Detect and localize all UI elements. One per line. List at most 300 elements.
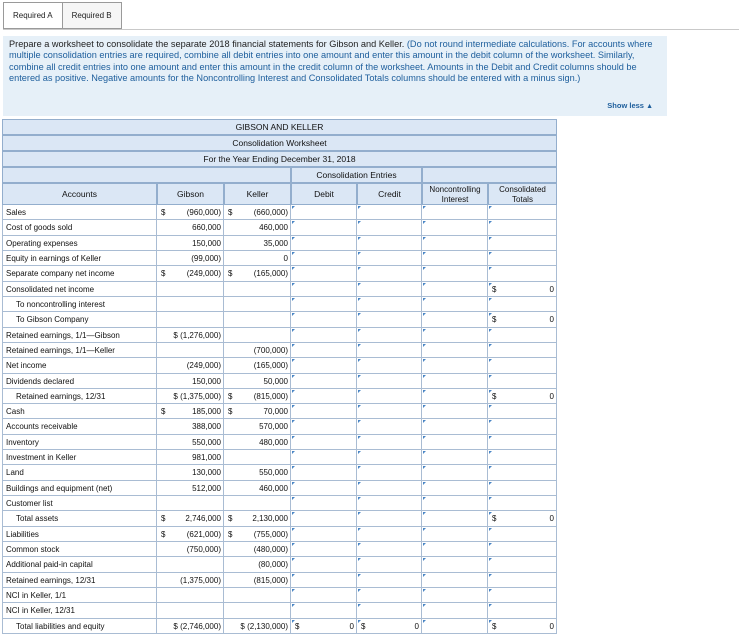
consolidated-input[interactable] xyxy=(488,481,557,496)
keller-value xyxy=(224,251,291,266)
cell-value: (755,000) xyxy=(253,529,288,539)
consolidated-input[interactable] xyxy=(488,266,557,281)
table-row xyxy=(2,419,557,434)
account-label: To Gibson Company xyxy=(2,312,157,327)
consolidation-entries-row xyxy=(2,167,557,183)
table-row xyxy=(2,220,557,235)
consolidated-input[interactable] xyxy=(488,588,557,603)
account-label: Inventory xyxy=(2,435,157,450)
nci-input[interactable] xyxy=(422,205,488,220)
consolidation-worksheet xyxy=(2,119,557,634)
dollar-sign: $ xyxy=(228,208,233,217)
debit-input[interactable] xyxy=(291,404,357,419)
cell-value: 0 xyxy=(549,621,554,631)
credit-input[interactable] xyxy=(357,312,422,327)
table-row xyxy=(2,251,557,266)
consolidated-input[interactable] xyxy=(488,358,557,373)
debit-input[interactable] xyxy=(291,465,357,480)
table-row xyxy=(2,527,557,542)
consolidated-input[interactable] xyxy=(488,603,557,618)
debit-input[interactable] xyxy=(291,511,357,526)
cell-value: 0 xyxy=(549,514,554,524)
dollar-sign: $ xyxy=(492,284,497,294)
consolidated-input[interactable] xyxy=(488,312,557,327)
cell-value: 130,000 xyxy=(192,468,221,478)
debit-input[interactable] xyxy=(291,343,357,358)
table-row xyxy=(2,343,557,358)
account-label: Cost of goods sold xyxy=(2,220,157,235)
keller-value xyxy=(224,358,291,373)
credit-input[interactable] xyxy=(357,328,422,343)
keller-value xyxy=(224,343,291,358)
gibson-value xyxy=(157,251,224,266)
dollar-sign: $ xyxy=(295,621,300,631)
cell-value: 150,000 xyxy=(192,376,221,386)
keller-value xyxy=(224,573,291,588)
cell-value: 480,000 xyxy=(259,437,288,447)
credit-input[interactable] xyxy=(357,358,422,373)
debit-input[interactable] xyxy=(291,573,357,588)
consolidated-input[interactable] xyxy=(488,328,557,343)
account-label: Operating expenses xyxy=(2,236,157,251)
show-less-link[interactable] xyxy=(607,101,653,110)
cell-value: (165,000) xyxy=(253,361,288,371)
keller-value xyxy=(224,266,291,281)
cell-value: 185,000 xyxy=(192,407,221,417)
show-less-label: Show less xyxy=(607,101,644,110)
account-label: Retained earnings, 12/31 xyxy=(2,389,157,404)
keller-value xyxy=(224,312,291,327)
gibson-value xyxy=(157,481,224,496)
debit-input[interactable] xyxy=(291,251,357,266)
cell-value: 0 xyxy=(283,253,288,263)
account-label: Accounts receivable xyxy=(2,419,157,434)
gibson-value xyxy=(157,358,224,373)
consolidated-input[interactable] xyxy=(488,542,557,557)
credit-input[interactable] xyxy=(357,557,422,572)
credit-input[interactable] xyxy=(357,496,422,511)
tab-bar xyxy=(3,2,121,29)
debit-input[interactable] xyxy=(291,374,357,389)
worksheet-title: Consolidation Worksheet xyxy=(2,135,557,151)
table-row xyxy=(2,236,557,251)
credit-input[interactable] xyxy=(357,205,422,220)
keller-value xyxy=(224,496,291,511)
keller-value xyxy=(224,282,291,297)
instructions-main: Prepare a worksheet to consolidate the separate 2018 financial statements for Gibson and Keller. xyxy=(9,39,405,49)
cell-value: 388,000 xyxy=(192,422,221,432)
debit-input[interactable] xyxy=(291,236,357,251)
dollar-sign: $ xyxy=(228,391,233,401)
credit-input[interactable] xyxy=(357,511,422,526)
nci-input[interactable] xyxy=(422,619,488,634)
consolidated-input[interactable] xyxy=(488,435,557,450)
dollar-sign: $ xyxy=(228,529,233,539)
consolidated-input[interactable] xyxy=(488,511,557,526)
credit-input[interactable] xyxy=(357,542,422,557)
gibson-value xyxy=(157,419,224,434)
nci-input[interactable] xyxy=(422,557,488,572)
nci-input[interactable] xyxy=(422,527,488,542)
keller-value xyxy=(224,465,291,480)
keller-value xyxy=(224,297,291,312)
table-row xyxy=(2,282,557,297)
debit-input[interactable] xyxy=(291,282,357,297)
cell-value: (99,000) xyxy=(191,253,221,263)
col-consolidated: Consolidated Totals xyxy=(488,183,557,205)
keller-value xyxy=(224,542,291,557)
worksheet-company: GIBSON AND KELLER xyxy=(2,119,557,135)
keller-value xyxy=(224,450,291,465)
nci-input[interactable] xyxy=(422,358,488,373)
credit-input[interactable] xyxy=(357,389,422,404)
col-nci: Noncontrolling Interest xyxy=(422,183,488,205)
table-row xyxy=(2,603,557,618)
cell-value: 50,000 xyxy=(263,376,288,386)
gibson-value xyxy=(157,297,224,312)
cell-value: $ (2,130,000) xyxy=(240,621,288,631)
account-label: Land xyxy=(2,465,157,480)
keller-value xyxy=(224,557,291,572)
debit-input[interactable] xyxy=(291,419,357,434)
dollar-sign: $ xyxy=(228,514,233,524)
consolidated-input[interactable] xyxy=(488,419,557,434)
gibson-value xyxy=(157,588,224,603)
keller-value xyxy=(224,603,291,618)
dollar-sign: $ xyxy=(492,621,497,631)
nci-input[interactable] xyxy=(422,481,488,496)
account-label: Total assets xyxy=(2,511,157,526)
tab-divider xyxy=(3,29,739,30)
account-label: Retained earnings, 12/31 xyxy=(2,573,157,588)
instructions-hint: (Do not round intermediate calculations. For accounts where multiple consolidation entries are required, combine all debit entries into one amount and enter this amount in the debit column of the worksheet. Similarly, combine all credit entries into one amount and enter this amount in the credit column of the worksheet. Amounts in the Debit and Credit columns should be entered as positive. Negative amounts for the Noncontrolling Interest and Consolidated Totals columns should be entered with a minus sign.) xyxy=(9,39,653,83)
consolidated-input[interactable] xyxy=(488,450,557,465)
dollar-sign: $ xyxy=(161,407,166,417)
consolidated-input[interactable] xyxy=(488,496,557,511)
gibson-value xyxy=(157,496,224,511)
table-row xyxy=(2,496,557,511)
nci-input[interactable] xyxy=(422,496,488,511)
keller-value xyxy=(224,588,291,603)
credit-input[interactable] xyxy=(357,236,422,251)
cell-value: 460,000 xyxy=(259,483,288,493)
account-label: To noncontrolling interest xyxy=(2,297,157,312)
nci-input[interactable] xyxy=(422,588,488,603)
cell-value: $ (1,276,000) xyxy=(173,330,221,340)
consolidated-input[interactable] xyxy=(488,343,557,358)
credit-input[interactable] xyxy=(357,481,422,496)
nci-input[interactable] xyxy=(422,389,488,404)
table-row xyxy=(2,404,557,419)
table-row xyxy=(2,205,557,220)
cell-value: (1,375,000) xyxy=(180,575,221,585)
cell-value: 981,000 xyxy=(192,453,221,463)
debit-input[interactable] xyxy=(291,450,357,465)
consolidated-input[interactable] xyxy=(488,619,557,634)
debit-input[interactable] xyxy=(291,297,357,312)
gibson-value xyxy=(157,573,224,588)
debit-input[interactable] xyxy=(291,481,357,496)
dollar-sign: $ xyxy=(228,269,233,279)
consolidated-input[interactable] xyxy=(488,557,557,572)
credit-input[interactable] xyxy=(357,419,422,434)
consolidated-input[interactable] xyxy=(488,465,557,480)
gibson-value xyxy=(157,603,224,618)
account-label: NCI in Keller, 12/31 xyxy=(2,603,157,618)
nci-input[interactable] xyxy=(422,266,488,281)
account-label: Retained earnings, 1/1—Keller xyxy=(2,343,157,358)
credit-input[interactable] xyxy=(357,450,422,465)
gibson-value xyxy=(157,282,224,297)
gibson-value xyxy=(157,619,224,634)
table-row xyxy=(2,481,557,496)
gibson-value xyxy=(157,557,224,572)
col-debit: Debit xyxy=(291,183,357,205)
cell-value: (815,000) xyxy=(253,391,288,401)
credit-input[interactable] xyxy=(357,404,422,419)
cell-value: (165,000) xyxy=(253,269,288,279)
gibson-value xyxy=(157,266,224,281)
consolidated-input[interactable] xyxy=(488,404,557,419)
consolidated-input[interactable] xyxy=(488,389,557,404)
dollar-sign: $ xyxy=(492,391,497,401)
table-row xyxy=(2,619,557,634)
nci-input[interactable] xyxy=(422,328,488,343)
nci-input[interactable] xyxy=(422,435,488,450)
cell-value: (249,000) xyxy=(186,361,221,371)
col-credit: Credit xyxy=(357,183,422,205)
gibson-value xyxy=(157,205,224,220)
account-label: Buildings and equipment (net) xyxy=(2,481,157,496)
gibson-value xyxy=(157,343,224,358)
credit-input[interactable] xyxy=(357,603,422,618)
keller-value xyxy=(224,389,291,404)
cell-value: 660,000 xyxy=(192,223,221,233)
consolidated-input[interactable] xyxy=(488,251,557,266)
debit-input[interactable] xyxy=(291,328,357,343)
nci-input[interactable] xyxy=(422,511,488,526)
keller-value xyxy=(224,481,291,496)
gibson-value xyxy=(157,465,224,480)
consolidated-input[interactable] xyxy=(488,220,557,235)
consolidated-input[interactable] xyxy=(488,236,557,251)
table-row xyxy=(2,389,557,404)
nci-input[interactable] xyxy=(422,603,488,618)
debit-input[interactable] xyxy=(291,358,357,373)
credit-input[interactable] xyxy=(357,374,422,389)
cell-value: $ (2,746,000) xyxy=(173,621,221,631)
header-blank-right xyxy=(422,167,557,183)
credit-input[interactable] xyxy=(357,573,422,588)
nci-input[interactable] xyxy=(422,312,488,327)
credit-input[interactable] xyxy=(357,297,422,312)
debit-input[interactable] xyxy=(291,266,357,281)
keller-value xyxy=(224,205,291,220)
debit-input[interactable] xyxy=(291,496,357,511)
credit-input[interactable] xyxy=(357,266,422,281)
cell-value: (660,000) xyxy=(253,208,288,217)
nci-input[interactable] xyxy=(422,374,488,389)
debit-input[interactable] xyxy=(291,435,357,450)
nci-input[interactable] xyxy=(422,404,488,419)
account-label: Additional paid-in capital xyxy=(2,557,157,572)
keller-value xyxy=(224,236,291,251)
account-label: Net income xyxy=(2,358,157,373)
table-row xyxy=(2,557,557,572)
keller-value xyxy=(224,220,291,235)
dollar-sign: $ xyxy=(228,407,233,417)
gibson-value xyxy=(157,435,224,450)
account-label: Equity in earnings of Keller xyxy=(2,251,157,266)
cell-value: (249,000) xyxy=(186,269,221,279)
account-label: Separate company net income xyxy=(2,266,157,281)
nci-input[interactable] xyxy=(422,343,488,358)
debit-input[interactable] xyxy=(291,220,357,235)
nci-input[interactable] xyxy=(422,419,488,434)
account-label: Retained earnings, 1/1—Gibson xyxy=(2,328,157,343)
consolidated-input[interactable] xyxy=(488,297,557,312)
dollar-sign: $ xyxy=(492,315,497,325)
cell-value: (480,000) xyxy=(253,545,288,555)
account-label: Consolidated net income xyxy=(2,282,157,297)
tab-required-b[interactable]: Required B xyxy=(62,2,122,29)
debit-input[interactable] xyxy=(291,557,357,572)
col-accounts: Accounts xyxy=(2,183,157,205)
gibson-value xyxy=(157,236,224,251)
table-row xyxy=(2,374,557,389)
account-label: NCI in Keller, 1/1 xyxy=(2,588,157,603)
consolidated-input[interactable] xyxy=(488,374,557,389)
keller-value xyxy=(224,374,291,389)
account-label: Total liabilities and equity xyxy=(2,619,157,634)
nci-input[interactable] xyxy=(422,542,488,557)
caret-up-icon: ▲ xyxy=(646,103,653,110)
nci-input[interactable] xyxy=(422,573,488,588)
gibson-value xyxy=(157,220,224,235)
consolidated-input[interactable] xyxy=(488,573,557,588)
consolidated-input[interactable] xyxy=(488,205,557,220)
credit-input[interactable] xyxy=(357,435,422,450)
debit-input[interactable] xyxy=(291,527,357,542)
table-row xyxy=(2,542,557,557)
table-row xyxy=(2,312,557,327)
table-row xyxy=(2,465,557,480)
cell-value: 0 xyxy=(414,621,419,631)
dollar-sign: $ xyxy=(492,514,497,524)
cell-value: (815,000) xyxy=(253,575,288,585)
cell-value: 0 xyxy=(549,315,554,325)
cell-value: (621,000) xyxy=(186,529,221,539)
nci-input[interactable] xyxy=(422,282,488,297)
account-label: Liabilities xyxy=(2,527,157,542)
column-header-row xyxy=(2,183,557,205)
debit-input[interactable] xyxy=(291,603,357,618)
cell-value: 570,000 xyxy=(259,422,288,432)
keller-value xyxy=(224,404,291,419)
account-label: Cash xyxy=(2,404,157,419)
col-keller: Keller xyxy=(224,183,291,205)
gibson-value xyxy=(157,450,224,465)
debit-input[interactable] xyxy=(291,542,357,557)
gibson-value xyxy=(157,527,224,542)
credit-input[interactable] xyxy=(357,588,422,603)
nci-input[interactable] xyxy=(422,220,488,235)
cell-value: 550,000 xyxy=(192,437,221,447)
nci-input[interactable] xyxy=(422,251,488,266)
nci-input[interactable] xyxy=(422,236,488,251)
table-row xyxy=(2,358,557,373)
debit-input[interactable] xyxy=(291,205,357,220)
dollar-sign: $ xyxy=(161,208,166,217)
nci-input[interactable] xyxy=(422,450,488,465)
credit-input[interactable] xyxy=(357,343,422,358)
gibson-value xyxy=(157,389,224,404)
col-gibson: Gibson xyxy=(157,183,224,205)
credit-input[interactable] xyxy=(357,527,422,542)
cell-value: 2,130,000 xyxy=(252,514,288,524)
debit-input[interactable] xyxy=(291,588,357,603)
cell-value: 0 xyxy=(349,621,354,631)
account-label: Dividends declared xyxy=(2,374,157,389)
keller-value xyxy=(224,419,291,434)
table-row xyxy=(2,573,557,588)
credit-input[interactable] xyxy=(357,619,422,634)
gibson-value xyxy=(157,404,224,419)
credit-input[interactable] xyxy=(357,282,422,297)
dollar-sign: $ xyxy=(161,529,166,539)
account-label: Common stock xyxy=(2,542,157,557)
cell-value: (80,000) xyxy=(258,560,288,570)
keller-value xyxy=(224,435,291,450)
keller-value xyxy=(224,527,291,542)
consolidated-input[interactable] xyxy=(488,282,557,297)
table-row xyxy=(2,450,557,465)
table-row xyxy=(2,328,557,343)
cell-value: 0 xyxy=(549,391,554,401)
table-row xyxy=(2,435,557,450)
table-row xyxy=(2,266,557,281)
worksheet-period: For the Year Ending December 31, 2018 xyxy=(2,151,557,167)
keller-value xyxy=(224,328,291,343)
gibson-value xyxy=(157,511,224,526)
instructions-text xyxy=(9,39,661,84)
cell-value: 0 xyxy=(549,284,554,294)
keller-value xyxy=(224,511,291,526)
dollar-sign: $ xyxy=(161,269,166,279)
gibson-value xyxy=(157,312,224,327)
header-blank xyxy=(2,167,291,183)
gibson-value xyxy=(157,328,224,343)
consolidated-input[interactable] xyxy=(488,527,557,542)
nci-input[interactable] xyxy=(422,465,488,480)
nci-input[interactable] xyxy=(422,297,488,312)
debit-input[interactable] xyxy=(291,619,357,634)
keller-value xyxy=(224,619,291,634)
table-row xyxy=(2,588,557,603)
credit-input[interactable] xyxy=(357,465,422,480)
cell-value: $ (1,375,000) xyxy=(173,391,221,401)
instructions-panel xyxy=(3,36,667,116)
credit-input[interactable] xyxy=(357,251,422,266)
cell-value: 460,000 xyxy=(259,223,288,233)
cell-value: 150,000 xyxy=(192,238,221,248)
debit-input[interactable] xyxy=(291,312,357,327)
credit-input[interactable] xyxy=(357,220,422,235)
tab-required-a[interactable]: Required A xyxy=(3,2,63,29)
cell-value: 2,746,000 xyxy=(185,514,221,524)
gibson-value xyxy=(157,374,224,389)
debit-input[interactable] xyxy=(291,389,357,404)
